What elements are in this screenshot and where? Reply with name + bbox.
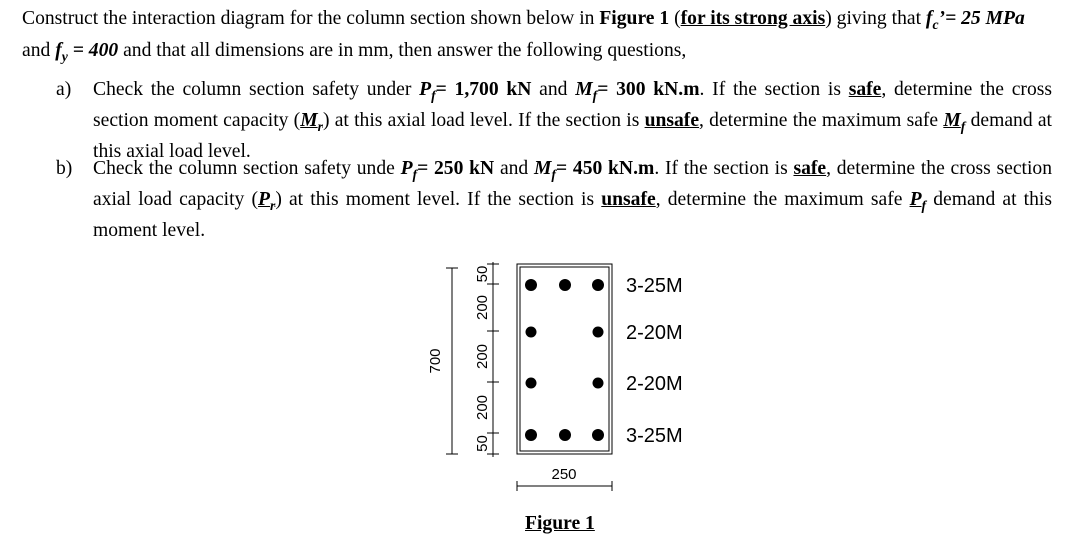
qa-text: , determine the cross section moment capacity ( (93, 79, 1052, 131)
rebar-label: 2-20M (626, 322, 683, 344)
mf-subscript: f (551, 166, 556, 182)
intro-text: and that all dimensions are in mm, then answer the following questions, (118, 39, 687, 61)
pr-subscript: r (269, 197, 276, 213)
qa-text: Check the column section safety under (93, 79, 420, 100)
qa-text: . If the section is (699, 79, 849, 100)
safe-keyword: safe (793, 158, 827, 179)
segment-dim-labels (474, 266, 491, 452)
width-dim-label: 250 (551, 466, 577, 483)
segment-label: 200 (474, 294, 491, 321)
pf-value: = 1,700 kN (435, 79, 532, 100)
unsafe-keyword: unsafe (601, 188, 656, 210)
fy-subscript: y (61, 48, 68, 64)
qa-text: and (531, 79, 576, 100)
rebar-dot (593, 378, 604, 389)
qb-text: , determine the cross section axial load capacity ( (93, 158, 1053, 210)
mf-subscript: f (960, 118, 966, 134)
rebar-dot (526, 378, 537, 389)
segment-label: 200 (474, 343, 491, 370)
qa-text: , determine the maximum safe (699, 109, 944, 131)
mf-symbol: M (943, 109, 961, 131)
height-dim-label: 700 (427, 348, 444, 374)
rebar-dot (592, 429, 604, 441)
rebar-dot (559, 429, 571, 441)
mf-value: = 300 kN.m (597, 79, 700, 100)
pf-symbol: P (400, 158, 413, 179)
unsafe-keyword: unsafe (644, 109, 700, 131)
mf-subscript: f (592, 87, 598, 103)
fc-value: ’= 25 MPa (938, 8, 1025, 29)
qb-text: demand at this moment level. (93, 188, 1052, 241)
fy-symbol: f (55, 39, 62, 61)
qa-text: demand at this axial load level. (93, 109, 1052, 162)
rebar-dot (525, 429, 537, 441)
rebar-dot (592, 279, 604, 291)
pf-value: = 250 kN (417, 158, 495, 179)
segment-label: 50 (474, 265, 491, 283)
intro-text: Construct the interaction diagram for the column section shown below in (22, 8, 600, 29)
qb-text: Check the column section safety unde (93, 158, 401, 179)
mf-symbol: M (533, 158, 552, 179)
fc-symbol: f (925, 8, 933, 29)
rebar-label: 3-25M (626, 425, 683, 447)
rebar-label: 2-20M (626, 373, 683, 395)
fc-subscript: c (932, 16, 939, 32)
pf-subscript: f (921, 197, 927, 213)
rebar-labels (626, 275, 683, 447)
pr-symbol: P (258, 188, 270, 210)
rebar-dot (559, 279, 571, 291)
figure-caption: Figure 1 (525, 513, 595, 534)
column-outer-outline (517, 264, 612, 454)
strong-axis-text: for its strong axis (680, 8, 826, 29)
qb-text: and (494, 158, 534, 179)
intro-text: and (22, 39, 56, 61)
column-inner-outline (520, 267, 609, 451)
pf-subscript: f (431, 87, 436, 103)
qb-text: , determine the maximum safe (655, 188, 910, 210)
mf-symbol: M (575, 79, 593, 100)
qb-text: ) at this moment level. If the section is (275, 188, 602, 210)
segment-label: 50 (474, 435, 491, 452)
question-a-label: a) (56, 79, 72, 100)
rebar-label: 3-25M (626, 275, 683, 297)
rebar-dot (525, 279, 537, 291)
segment-label: 200 (474, 394, 491, 421)
qb-text: . If the section is (654, 158, 794, 179)
rebar-dot (526, 327, 537, 338)
question-b-label: b) (56, 158, 73, 179)
fy-value: = 400 (67, 39, 119, 61)
rebar-group (525, 279, 604, 441)
qa-text: ) at this axial load level. If the section is (322, 109, 645, 131)
mf-value: = 450 kN.m (556, 158, 655, 179)
mr-subscript: r (317, 118, 323, 134)
rebar-dot (593, 327, 604, 338)
figure-reference: Figure 1 (599, 8, 670, 29)
mr-symbol: M (300, 109, 318, 131)
pf-symbol: P (419, 79, 432, 100)
intro-text: ) giving that (825, 8, 926, 29)
pf-subscript: f (412, 166, 418, 182)
safe-keyword: safe (848, 79, 882, 100)
pf-symbol: P (909, 188, 922, 210)
intro-text: ( (669, 8, 681, 29)
